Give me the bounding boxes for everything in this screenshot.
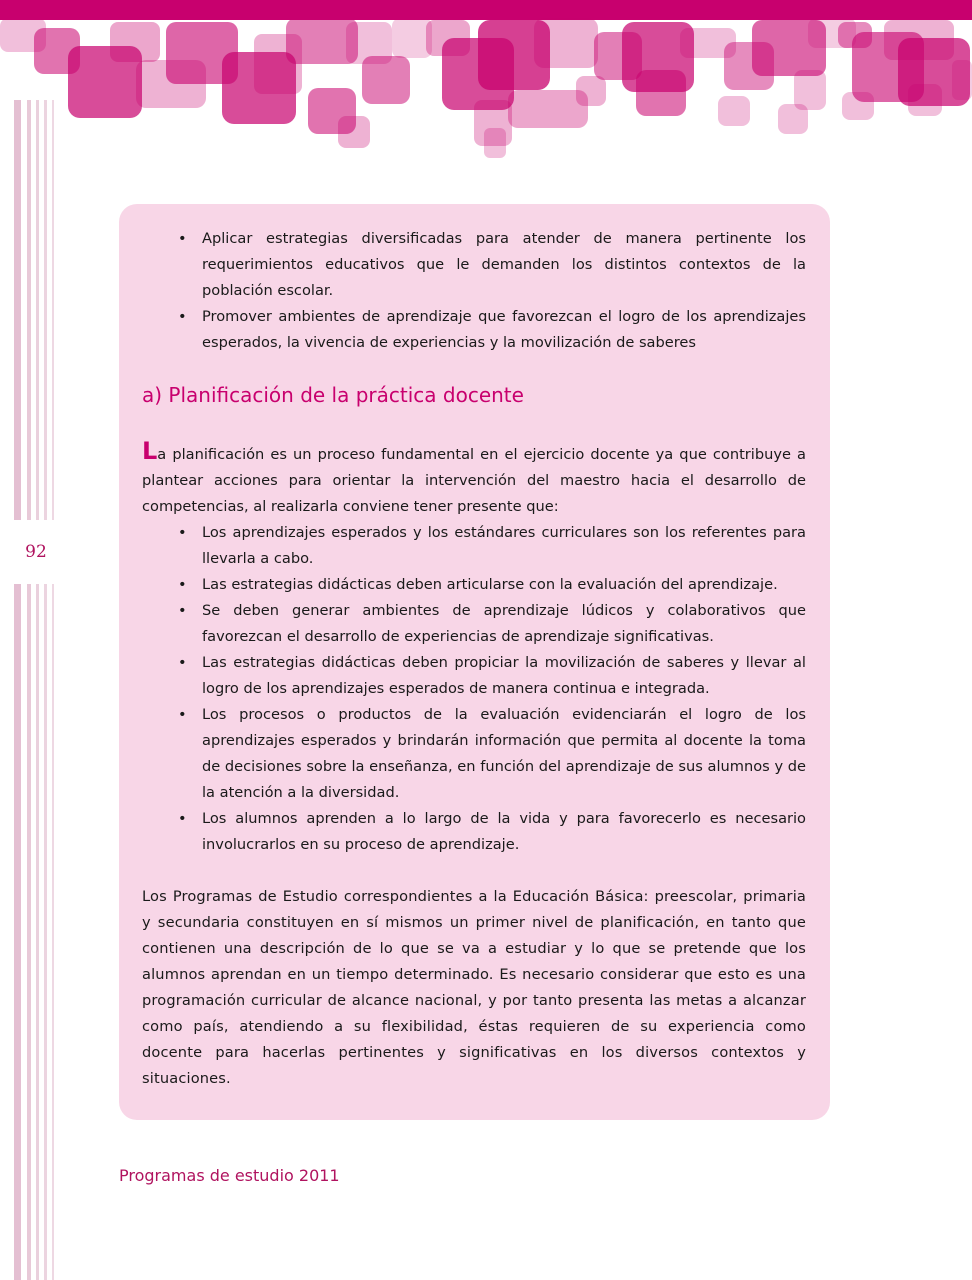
list-item: • Los aprendizajes esperados y los estándares curriculares son los referentes para llevarla a cabo. <box>142 520 806 572</box>
list-item: • Aplicar estrategias diversificadas para atender de manera pertinente los requerimientos educativos que le demanden los distintos contextos de la población escolar. <box>142 226 806 304</box>
intro-paragraph-text: a planificación es un proceso fundamental en el ejercicio docente ya que contribuye a plantear acciones para orientar la intervención del maestro hacia el desarrollo de competencias, al realizarla conviene tener presente que: <box>142 446 806 515</box>
section-heading: a) Planificación de la práctica docente <box>142 383 524 407</box>
list-item: • Las estrategias didácticas deben articularse con la evaluación del aprendizaje. <box>142 572 806 598</box>
planning-bullet-list <box>142 520 806 858</box>
list-item: • Promover ambientes de aprendizaje que favorezcan el logro de los aprendizajes esperados, la vivencia de experiencias y la movilización de saberes <box>142 304 806 356</box>
decorative-squares-header <box>0 0 972 170</box>
intro-paragraph <box>142 438 806 520</box>
list-item: • Los alumnos aprenden a lo largo de la vida y para favorecerlo es necesario involucrarlos en su proceso de aprendizaje. <box>142 806 806 858</box>
main-content <box>142 226 806 1092</box>
drop-cap: L <box>142 437 158 465</box>
programs-paragraph: Los Programas de Estudio correspondientes a la Educación Básica: preescolar, primaria y secundaria constituyen en sí mismos un primer nivel de planificación, en tanto que contienen una descripción de lo que se va a estudiar y lo que se pretende que los alumnos aprendan en un tiempo determinado. Es necesario considerar que esto es una programación curricular de alcance nacional, y por tanto presenta las metas a alcanzar como país, atendiendo a su flexibilidad, éstas requieren de su experiencia como docente para hacerlas pertinentes y significativas en los diversos contextos y situaciones. <box>142 888 806 1087</box>
page-number: 92 <box>14 520 58 584</box>
footer-title: Programas de estudio 2011 <box>119 1166 340 1185</box>
decorative-stripes <box>14 100 58 1280</box>
intro-bullet-list <box>142 226 806 356</box>
list-item: • Los procesos o productos de la evaluación evidenciarán el logro de los aprendizajes esperados y brindarán información que permita al docente la toma de decisiones sobre la enseñanza, en función del aprendizaje de sus alumnos y de la atención a la diversidad. <box>142 702 806 806</box>
list-item: • Se deben generar ambientes de aprendizaje lúdicos y colaborativos que favorezcan el desarrollo de experiencias de aprendizaje significativas. <box>142 598 806 650</box>
list-item: • Las estrategias didácticas deben propiciar la movilización de saberes y llevar al logro de los aprendizajes esperados de manera continua e integrada. <box>142 650 806 702</box>
